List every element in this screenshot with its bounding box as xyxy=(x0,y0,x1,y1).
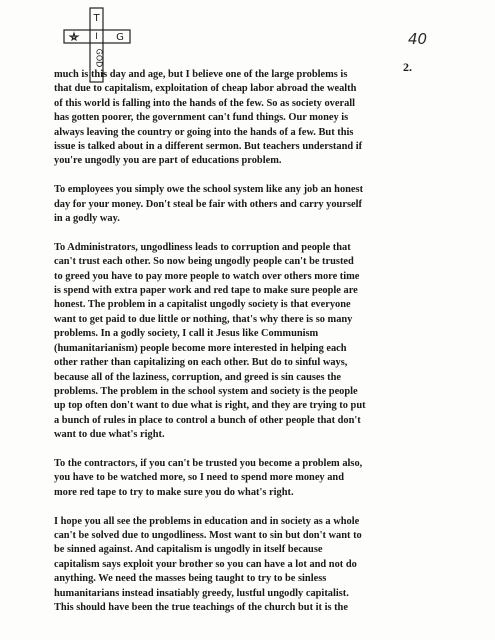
text-line: want to due what's right. xyxy=(54,429,165,441)
sermon-body xyxy=(54,68,450,630)
text-line: much is this day and age, but I believe one of the large problems is xyxy=(54,69,348,80)
text-line: To the contractors, if you can't be trusted you become a problem also, xyxy=(54,457,363,469)
paragraph-contractors xyxy=(54,457,450,500)
text-line: issue is talked about in a different sermon. But teachers understand if xyxy=(54,141,363,153)
text-line: capitalism says exploit your brother so you can have a lot and not do xyxy=(54,558,357,570)
text-line: (humanitarianism) people become more interested in helping each xyxy=(54,342,347,354)
text-line: has gotten poorer, the government can't fund things. Our money is xyxy=(54,112,349,124)
paragraph-employees xyxy=(54,183,450,226)
text-line: To employees you simply owe the school system like any job an honest xyxy=(54,184,364,196)
text-line: honest. The problem in a capitalist ungodly society is that everyone xyxy=(54,299,351,311)
cross-letter-top: T xyxy=(93,13,100,24)
text-line: of this world is falling into the hands of the few. So as society overall xyxy=(54,97,356,109)
text-line: humanitarians instead insatiably greedy, lustful ungodly capitalist. xyxy=(54,587,349,599)
text-line: This should have been the true teachings of the church but it is the xyxy=(54,601,348,613)
text-line: anything. We need the masses being taught to try to be sinless xyxy=(54,573,327,585)
text-line: problems. The problem in the school system and society is the people xyxy=(54,385,358,397)
handwritten-page-number: 40 xyxy=(408,30,428,48)
text-line: because all of the laziness, corruption, and greed is sin causes the xyxy=(54,371,341,383)
text-line: a bunch of rules in place to control a bunch of other people that don't xyxy=(54,414,361,426)
cross-letter-bottom: GOD xyxy=(94,48,104,68)
cross-letter-left: I xyxy=(95,32,98,42)
text-line: is spend with extra paper work and red tape to make sure people are xyxy=(54,285,358,297)
text-line: I hope you all see the problems in education and in society as a whole xyxy=(54,515,360,527)
typed-page-number: 2. xyxy=(403,60,412,74)
text-line: can't trust each other. So now being ungodly people can't be trusted xyxy=(54,256,354,268)
text-line: always leaving the country or going into the hands of a few. But this xyxy=(54,126,354,138)
text-line: be sinned against. And capitalism is ungodly in itself because xyxy=(54,544,323,556)
text-line: in a godly way. xyxy=(54,213,120,225)
text-line: you're ungodly you are part of educations problem. xyxy=(54,155,282,167)
text-line: day for your money. Don't steal be fair with others and carry yourself xyxy=(54,198,362,210)
text-line: to greed you have to pay more people to watch over others more time xyxy=(54,270,360,282)
paragraph-administrators xyxy=(54,241,450,443)
cross-letter-right: G xyxy=(116,32,124,43)
text-line: more red tape to try to make sure you do what's right. xyxy=(54,486,294,498)
text-line: To Administrators, ungodliness leads to corruption and people that xyxy=(54,241,351,253)
text-line: want to get paid to due little or nothing, that's why there is so many xyxy=(54,313,353,325)
paragraph-capitalism xyxy=(54,68,450,169)
paragraph-conclusion xyxy=(54,515,450,616)
text-line: that due to capitalism, exploitation of cheap labor abroad the wealth xyxy=(54,83,357,95)
text-line: other rather than capitalizing on each other. But do to sinful ways, xyxy=(54,357,348,369)
text-line: up top often don't want to due what is right, and they are trying to put xyxy=(54,400,366,412)
text-line: problems. In a godly society, I call it Jesus like Communism xyxy=(54,328,319,340)
text-line: can't be solved due to ungodliness. Most want to sin but don't want to xyxy=(54,529,362,541)
text-line: you have to be watched more, so I need to spend more money and xyxy=(54,472,344,484)
star-icon xyxy=(70,33,78,40)
